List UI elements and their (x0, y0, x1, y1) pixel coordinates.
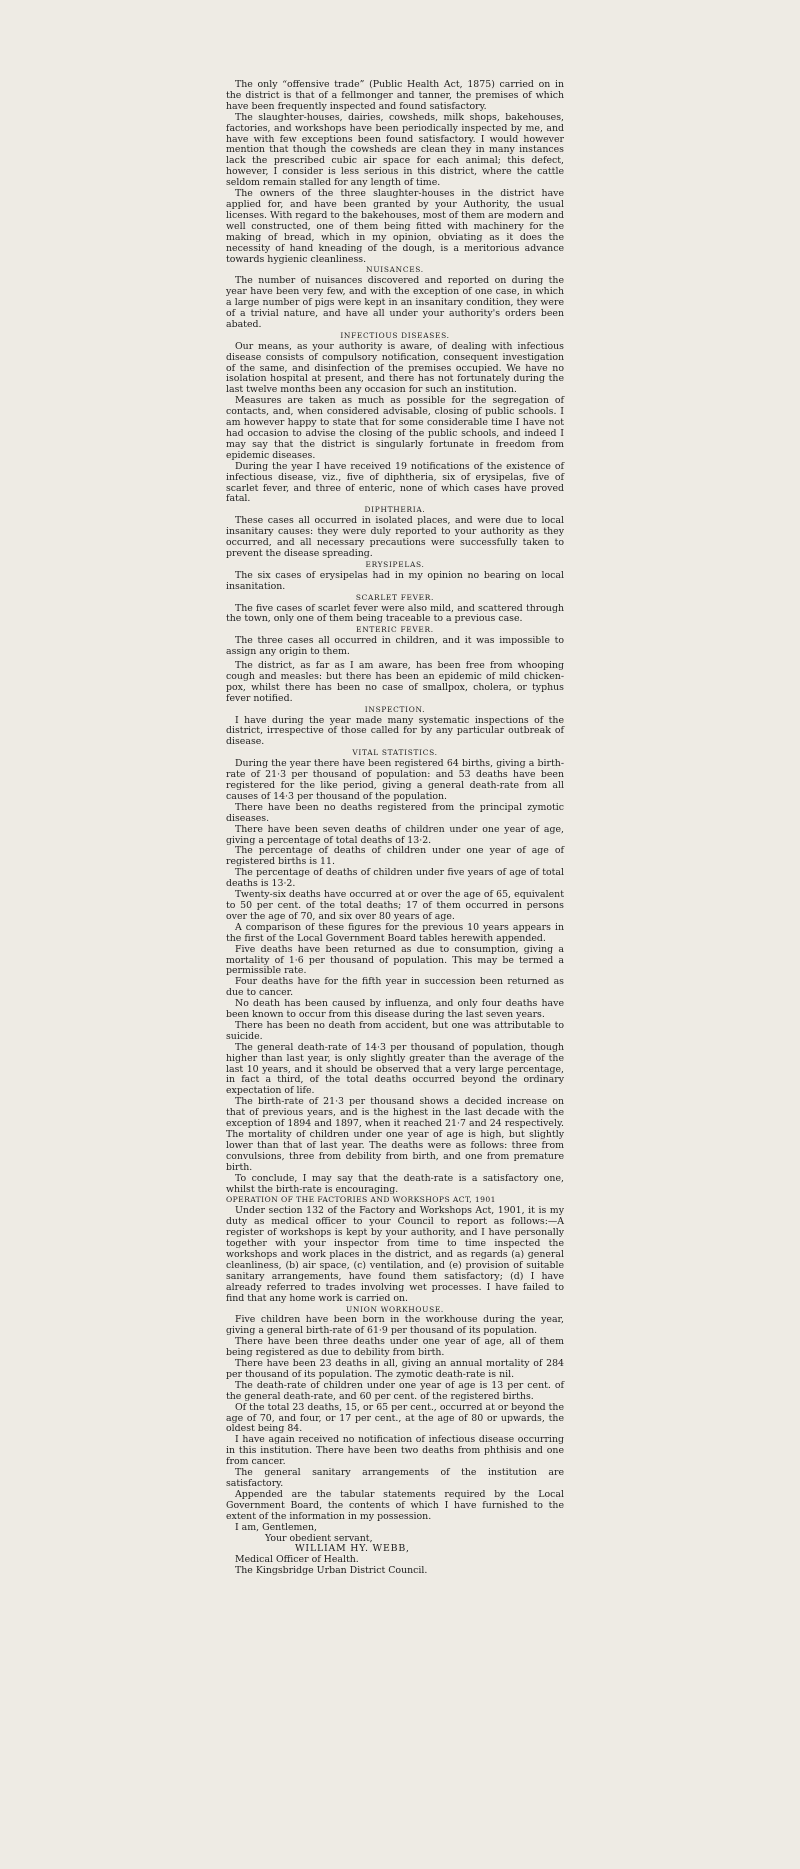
paragraph: The six cases of erysipelas had in my opinion no bearing on local insanitation. (226, 569, 564, 592)
paragraph: Our means, as your authority is aware, of dealing with infectious disease consists of compulsory notification, consequent investigation of the same, and disinfection of the premises occupied. We have no isolation hospital at present, and there has not fortunately during the last twelve months been any occasion for such an institution. (226, 340, 564, 396)
section-heading: INFECTIOUS DISEASES. (340, 330, 450, 340)
closing: Your obedient servant, (265, 1532, 373, 1544)
paragraph: I have again received no notification of infectious disease occurring in this institution. There have been two deaths from phthisis and one from cancer. (226, 1434, 564, 1468)
paragraph: There have been seven deaths of children under one year of age, giving a percentage of total deaths of 13·2. (226, 823, 564, 846)
paragraph: There have been no deaths registered from the principal zymotic diseases. (226, 801, 564, 824)
paragraph: The three cases all occurred in children, and it was impossible to assign any origin to them. (226, 635, 564, 658)
paragraph: To conclude, I may say that the death-rate is a satisfactory one, whilst the birth-rate is encouraging. (226, 1172, 564, 1195)
section-heading: UNION WORKHOUSE. (346, 1304, 444, 1314)
section-heading: DIPHTHERIA. (364, 505, 426, 515)
paragraph: There have been 23 deaths in all, giving an annual mortality of 284 per thousand of its population. The zymotic death-rate is nil. (226, 1358, 564, 1380)
paragraph: A comparison of these figures for the previous 10 years appears in the first of the Local Government Board tables herewith appended. (226, 921, 564, 944)
signature-block (226, 1523, 564, 1578)
paragraph: During the year there have been registered 64 births, giving a birth-rate of 21·3 per thousand of population: and 53 deaths have been registered for the like period, giving a general death-rate from all causes of 14·3 per thousand of the population. (226, 758, 564, 802)
section-heading: OPERATION OF THE FACTORIES AND WORKSHOPS ACT, 1901 (226, 1195, 496, 1205)
paragraph: I have during the year made many systematic inspections of the district, irrespective of those called for by any particular outbreak of disease. (226, 714, 564, 748)
paragraph: No death has been caused by influenza, and only four deaths have been known to occur from this disease during the last seven years. (226, 998, 564, 1021)
paragraph: The general sanitary arrangements of the institution are satisfactory. (226, 1467, 564, 1489)
paragraph: There have been three deaths under one year of age, all of them being registered as due to debility from birth. (226, 1336, 564, 1359)
paragraph: Four deaths have for the fifth year in succession been returned as due to cancer. (226, 976, 564, 999)
paragraph: The owners of the three slaughter-houses in the district have applied for, and have been granted by your Authority, the usual licenses. With regard to the bakehouses, most of them are modern and well constructed, one of them being fitted with machinery for the making of bread, which in my opinion, obviating as it does the necessity of hand kneading of the dough, is a meritorious advance towards hygienic cleanliness. (226, 188, 564, 265)
paragraph: The five cases of scarlet fever were also mild, and scattered through the town, only one of them being traceable to a previous case. (226, 602, 564, 625)
paragraph: Of the total 23 deaths, 15, or 65 per cent., occurred at or beyond the age of 70, and four, or 17 per cent., at the age of 80 or upwards, the oldest being 84. (226, 1401, 564, 1435)
section-heading: VITAL STATISTICS. (352, 748, 438, 758)
section-heading: INSPECTION. (364, 704, 426, 714)
paragraph: Under section 132 of the Factory and Workshops Act, 1901, it is my duty as medical officer to your Council to report as follows:—A register of workshops is kept by your authority, and I have personally together with your inspector from time to time inspected the workshops and work places in the district, and as regards (a) general cleanliness, (b) air space, (c) ventilation, and (e) provision of suitable sanitary arrangements, have found them satisfactory; (d) I have already referred to trades involving wet processes. I have failed to find that any home work is carried on. (226, 1205, 564, 1304)
signatory-title: Medical Officer of Health. (235, 1554, 359, 1566)
section-heading: NUISANCES. (366, 265, 424, 275)
salutation: I am, Gentlemen, (235, 1521, 317, 1533)
paragraph: The general death-rate of 14·3 per thousand of population, though higher than last year, is only slightly greater than the average of the last 10 years, and it should be observed that a very large percentage, in fact a third, of the total deaths occurred beyond the ordinary expectation of life. (226, 1041, 564, 1097)
paragraph: Five deaths have been returned as due to consumption, giving a mortality of 1·6 per thousand of population. This may be termed a permissible rate. (226, 943, 564, 977)
paragraph: There has been no death from accident, but one was attributable to suicide. (226, 1019, 564, 1042)
paragraph: The district, as far as I am aware, has been free from whooping cough and measles: but there has been an epidemic of mild chicken-pox, whilst there has been no case of smallpox, cholera, or typhus fever notified. (226, 660, 564, 704)
paragraph: The number of nuisances discovered and reported on during the year have been very few, and with the exception of one case, in which a large number of pigs were kept in an insanitary condition, they were of a trivial nature, and have all under your authority's orders been abated. (226, 275, 564, 330)
signatory-name: WILLIAM HY. WEBB, (295, 1543, 410, 1555)
paragraph: Twenty-six deaths have occurred at or over the age of 65, equivalent to 50 per cent. of the total deaths; 17 of them occurred in persons over the age of 70, and six over 80 years of age. (226, 889, 564, 922)
paragraph: The death-rate of children under one year of age is 13 per cent. of the general death-rate, and 60 per cent. of the registered births. (226, 1379, 564, 1402)
paragraph: The slaughter-houses, dairies, cowsheds, milk shops, bakehouses, factories, and workshops have been periodically inspected by me, and have with few exceptions been found satisfactory. I would however mention that though the cowsheds are clean they in many instances lack the prescribed cubic air space for each animal; this defect, however, I consider is less serious in this district, where the cattle seldom remain stalled for any length of time. (226, 111, 564, 189)
report-body (226, 80, 564, 1523)
paragraph: The only “offensive trade” (Public Health Act, 1875) carried on in the district is that of a fellmonger and tanner, the premises of which have been frequently inspected and found satisfactory. (226, 79, 564, 112)
paragraph: The percentage of deaths of children under one year of age of registered births is 11. (226, 845, 564, 868)
paragraph: These cases all occurred in isolated places, and were due to local insanitary causes: they were duly reported to your authority as they occurred, and all necessary precautions were successfully taken to prevent the disease spreading. (226, 515, 564, 559)
section-heading: SCARLET FEVER. (355, 592, 435, 602)
paragraph: Appended are the tabular statements required by the Local Government Board, the contents of which I have furnished to the extent of the information in my possession. (226, 1488, 564, 1522)
section-heading: ERYSIPELAS. (365, 559, 425, 569)
report-page (226, 80, 564, 1577)
section-heading: ENTERIC FEVER. (356, 625, 434, 635)
paragraph: During the year I have received 19 notifications of the existence of infectious disease, viz., five of diphtheria, six of erysipelas, five of scarlet fever, and three of enteric, none of which cases have proved fatal. (226, 460, 564, 505)
paragraph: The percentage of deaths of children under five years of age of total deaths is 13·2. (226, 867, 564, 890)
paragraph: Five children have been born in the workhouse during the year, giving a general birth-rate of 61·9 per thousand of its population. (226, 1314, 564, 1337)
paragraph: Measures are taken as much as possible for the segregation of contacts, and, when considered advisable, closing of public schools. I am however happy to state that for some considerable time I have not had occasion to advise the closing of the public schools, and indeed I may say that the district is singularly fortunate in freedom from epidemic diseases. (226, 395, 564, 461)
paragraph: The birth-rate of 21·3 per thousand shows a decided increase on that of previous years, and is the highest in the last decade with the exception of 1894 and 1897, when it reached 21·7 and 24 respectively. The mortality of children under one year of age is high, but slightly lower than that of last year. The deaths were as follows: three from convulsions, three from debility from birth, and one from premature birth. (226, 1096, 564, 1173)
council-name: The Kingsbridge Urban District Council. (235, 1565, 428, 1577)
